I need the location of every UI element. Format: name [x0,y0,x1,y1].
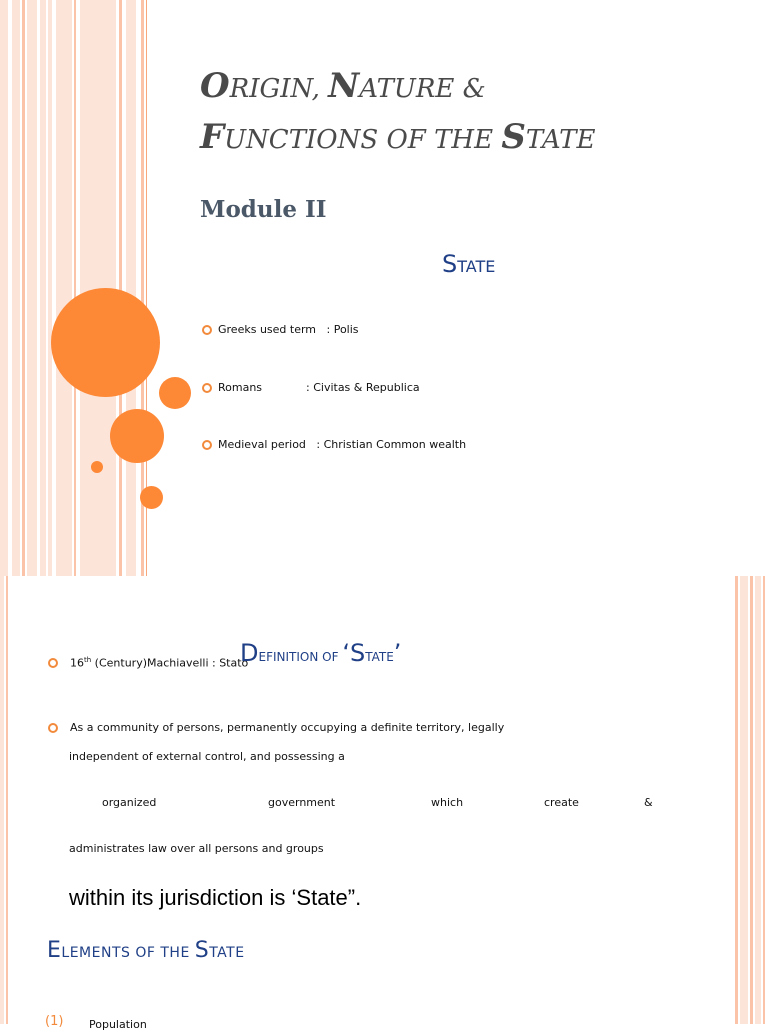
module-label: Module II [200,196,327,223]
definition-heading: DEFINITION OF ‘STATE’ [240,639,402,667]
stripe-decor [119,0,122,576]
bullet-ring-icon [48,658,58,668]
bullet-ring-icon [202,440,212,450]
bullet-machiavelli: 16th (Century)Machiavelli : Stato [48,656,248,670]
orange-circle-large [51,288,160,397]
stripe-decor [755,576,761,1024]
stripe-decor [27,0,37,576]
bullet-medieval: Medieval period : Christian Common wealth [202,438,466,451]
slide-title-heading: ORIGIN, NATURE & FUNCTIONS OF THE STATE [200,66,596,157]
definition-line-2: independent of external control, and possessing a [69,750,345,763]
orange-circle-small [159,377,191,409]
elements-heading: ELEMENTS OF THE STATE [47,938,245,963]
spread-word: government [268,796,336,809]
bullet-definition: As a community of persons, permanently occupying a definite territory, legally [48,721,504,734]
bullet-ring-icon [202,325,212,335]
stripe-decor [48,0,52,576]
stripe-decor [22,0,25,576]
spread-word: create [544,796,579,809]
spread-word: & [644,796,653,809]
stripe-decor [735,576,738,1024]
stripe-decor [12,0,20,576]
stripe-decor [763,576,765,1024]
stripe-decor [750,576,753,1024]
stripe-decor [6,576,8,1024]
stripe-decor [40,0,46,576]
orange-circle-small [140,486,163,509]
spread-word: which [431,796,464,809]
numbered-item-text: Population [89,1018,147,1031]
bullet-ring-icon [48,723,58,733]
stripe-decor [0,0,8,576]
definition-conclusion: within its jurisdiction is ‘State”. [69,885,362,910]
stripe-decor [126,0,136,576]
stripe-decor [56,0,72,576]
orange-circle-medium [110,409,164,463]
stripe-decor [0,576,4,1024]
orange-circle-tiny [91,461,103,473]
numbered-item-number: (1) [45,1014,64,1029]
slide-definition [0,576,768,1031]
bullet-greeks: Greeks used term : Polis [202,323,359,336]
bullet-ring-icon [202,383,212,393]
stripe-decor [740,576,748,1024]
bullet-romans: Romans : Civitas & Republica [202,381,420,394]
spread-word: organized [102,796,157,809]
stripe-decor [74,0,76,576]
state-heading: STATE [442,250,496,278]
definition-line-4: administrates law over all persons and groups [69,842,324,855]
